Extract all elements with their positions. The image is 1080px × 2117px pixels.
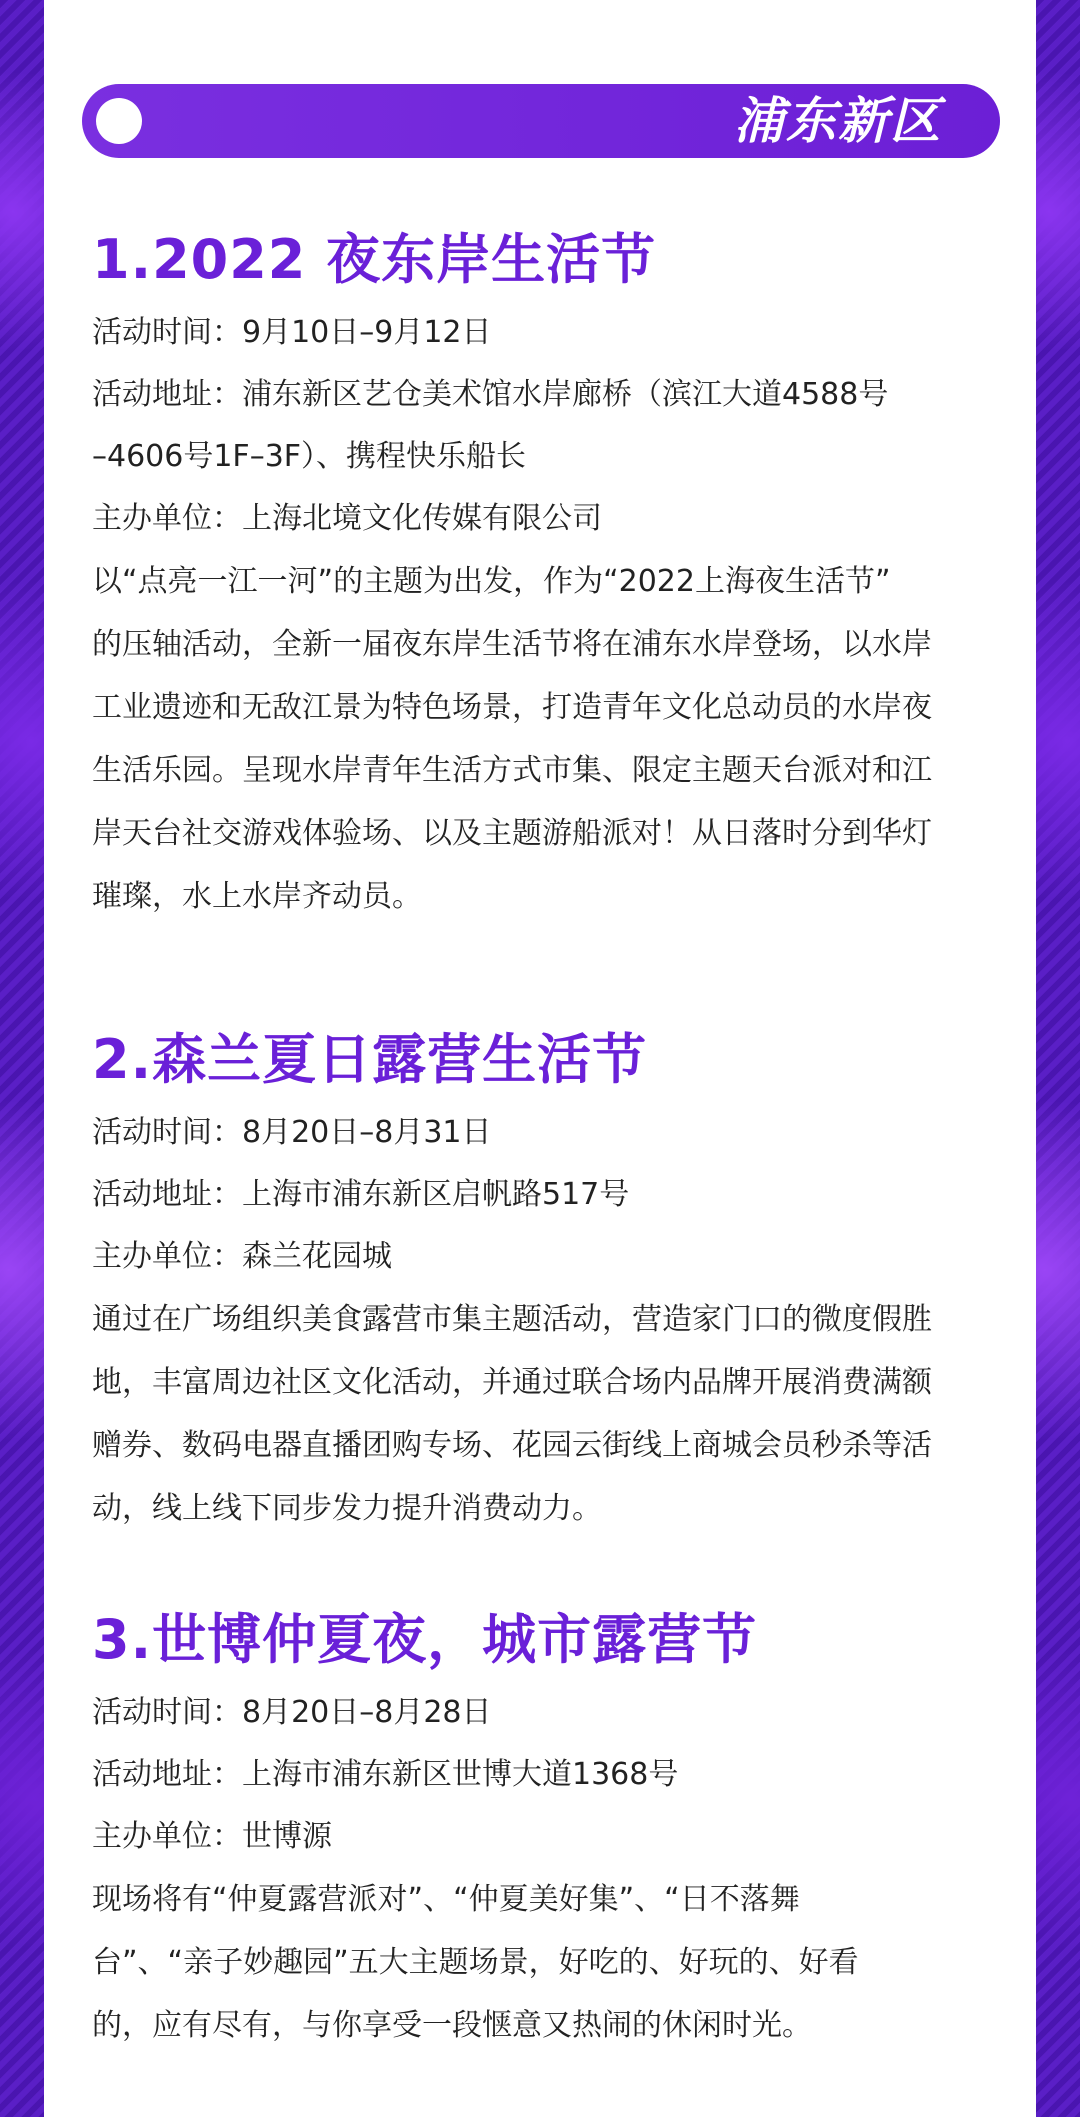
event-section-2: [92, 1028, 992, 1540]
event-time: 活动时间：8月20日–8月31日: [92, 1115, 492, 1150]
event-address: 活动地址：浦东新区艺仓美术馆水岸廊桥（滨江大道4588号: [92, 377, 889, 412]
description-line: 的压轴活动，全新一届夜东岸生活节将在浦东水岸登场，以水岸: [92, 627, 932, 662]
event-section-3: [92, 1608, 992, 2057]
event-title: 2.森兰夏日露营生活节: [92, 1028, 648, 1091]
description-line: 岸天台社交游戏体验场、以及主题游船派对！从日落时分到华灯: [92, 816, 932, 851]
description-line: 以“点亮一江一河”的主题为出发，作为“2022上海夜生活节”: [92, 564, 891, 599]
description-line: 地，丰富周边社区文化活动，并通过联合场内品牌开展消费满额: [92, 1365, 932, 1400]
district-title: 浦东新区: [734, 92, 942, 150]
event-time: 活动时间：8月20日–8月28日: [92, 1695, 492, 1730]
description-line: 生活乐园。呈现水岸青年生活方式市集、限定主题天台派对和江: [92, 753, 932, 788]
district-header-bar: [82, 84, 1000, 158]
description-line: 工业遗迹和无敌江景为特色场景，打造青年文化总动员的水岸夜: [92, 690, 932, 725]
event-section-1: [92, 228, 992, 928]
event-organizer: 主办单位：世博源: [92, 1819, 332, 1854]
description-line: 璀璨，水上水岸齐动员。: [92, 879, 422, 914]
description-line: 的，应有尽有，与你享受一段惬意又热闹的休闲时光。: [92, 2008, 812, 2043]
event-organizer: 主办单位：森兰花园城: [92, 1239, 392, 1274]
event-address: 活动地址：上海市浦东新区启帆路517号: [92, 1177, 630, 1212]
description-line: 赠券、数码电器直播团购专场、花园云街线上商城会员秒杀等活: [92, 1428, 932, 1463]
content-card: [44, 0, 1036, 2117]
background-left-decoration: [0, 0, 44, 2117]
description-line: 通过在广场组织美食露营市集主题活动，营造家门口的微度假胜: [92, 1302, 932, 1337]
event-title: 3.世博仲夏夜，城市露营节: [92, 1608, 758, 1671]
event-time: 活动时间：9月10日–9月12日: [92, 315, 492, 350]
event-description: [92, 1868, 992, 2057]
background-right-decoration: [1036, 0, 1080, 2117]
event-address: 活动地址：上海市浦东新区世博大道1368号: [92, 1757, 679, 1792]
description-line: 现场将有“仲夏露营派对”、“仲夏美好集”、“日不落舞: [92, 1882, 800, 1917]
event-organizer: 主办单位：上海北境文化传媒有限公司: [92, 501, 602, 536]
description-line: 动，线上线下同步发力提升消费动力。: [92, 1491, 602, 1526]
event-address-continued: –4606号1F–3F）、携程快乐船长: [92, 439, 527, 474]
description-line: 台”、“亲子妙趣园”五大主题场景，好吃的、好玩的、好看: [92, 1945, 859, 1980]
circle-dot-icon: [96, 98, 142, 144]
event-description: [92, 1288, 992, 1540]
event-description: [92, 550, 992, 928]
event-title: 1.2022 夜东岸生活节: [92, 228, 657, 291]
